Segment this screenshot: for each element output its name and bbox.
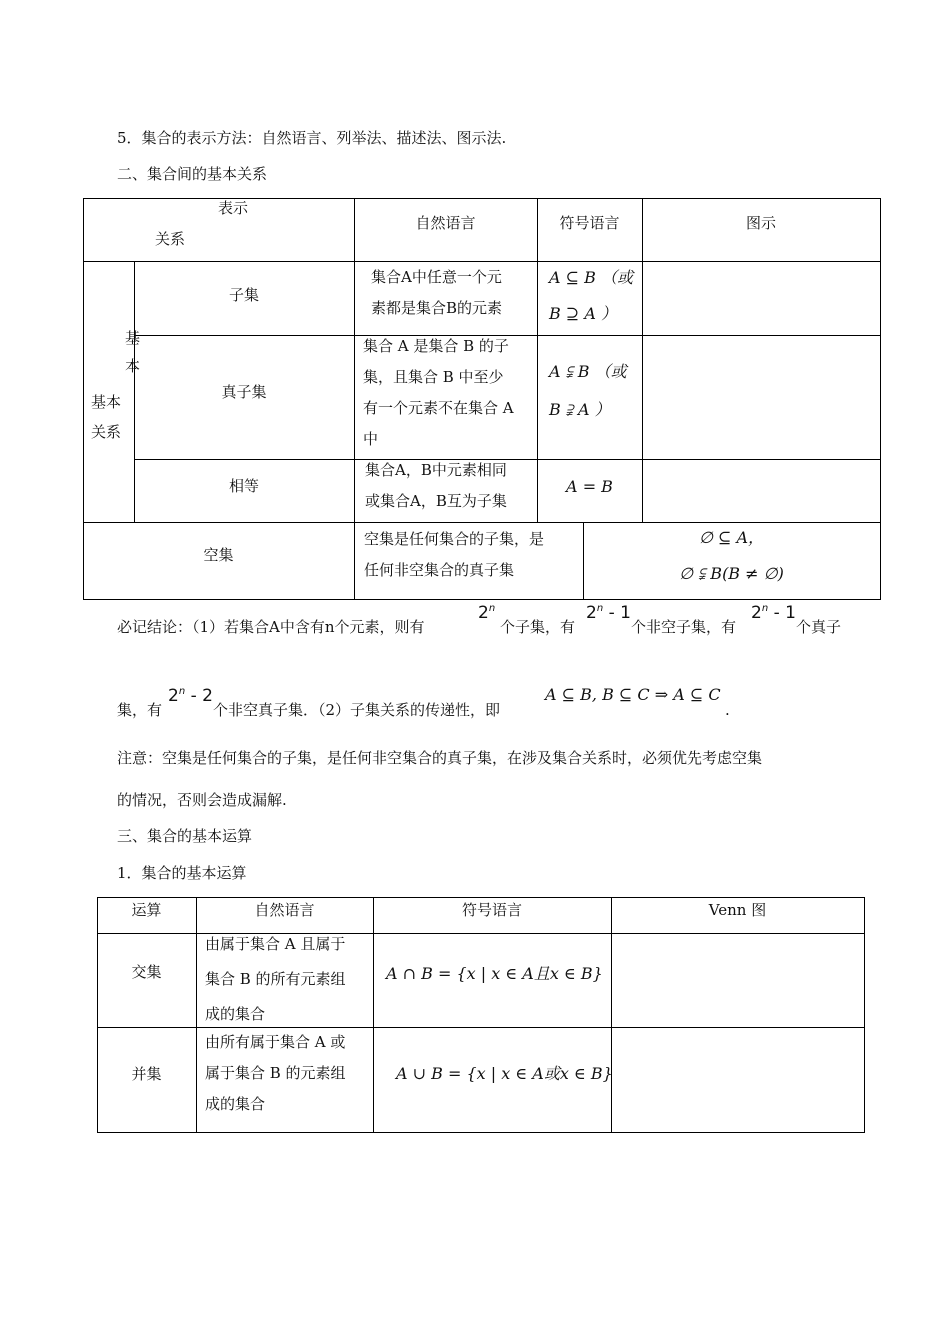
row-proper-subset-natural: 集合 A 是集合 B 的子 集，且集合 B 中至少 有一个元素不在集合 A 中 bbox=[363, 337, 514, 448]
row-intersection-name: 交集 bbox=[131, 963, 162, 981]
conclusion-part2: 个子集，有 bbox=[500, 618, 576, 636]
header-operation: 运算 bbox=[131, 901, 162, 919]
note-line1: 注意：空集是任何集合的子集，是任何非空集合的真子集，在涉及集合关系时，必须优先考虑空集 bbox=[117, 749, 763, 767]
header-symbol-language: 符号语言 bbox=[559, 214, 620, 232]
note-line2: 的情况，否则会造成漏解. bbox=[117, 791, 287, 809]
conclusion-part1: 必记结论：（1）若集合A中含有n个元素，则有 bbox=[117, 618, 425, 636]
conclusion-part4: 个真子 bbox=[796, 618, 842, 636]
power-2n-minus-1: 2$^n$ - 1 bbox=[586, 603, 631, 623]
row-proper-subset-name: 真子集 bbox=[221, 383, 267, 401]
header-relation: 关系 bbox=[155, 230, 186, 248]
section3-title: 三、集合的基本运算 bbox=[117, 827, 253, 845]
row-subset-symbol: A ⊆ B （或 B ⊇ A ） bbox=[549, 268, 633, 323]
row-union-name: 并集 bbox=[131, 1065, 162, 1083]
row-intersection-symbol: A ∩ B = {x | x ∈ A且x ∈ B} bbox=[386, 964, 603, 983]
group-label-basic-relations: 基本关系 bbox=[91, 393, 122, 441]
row-empty-natural: 空集是任何集合的子集，是 任何非空集合的真子集 bbox=[364, 530, 545, 579]
power-2n-minus-2: 2$^n$ - 2 bbox=[168, 686, 213, 706]
row-equal-symbol: A = B bbox=[566, 477, 613, 496]
header-venn: Venn 图 bbox=[708, 901, 767, 919]
header-natural-language: 自然语言 bbox=[415, 214, 476, 232]
power-2n-minus-1-b: 2$^n$ - 1 bbox=[751, 603, 796, 623]
header-represent: 表示 bbox=[218, 199, 249, 217]
row-intersection-natural: 由属于集合 A 且属于 集合 B 的所有元素组 成的集合 bbox=[205, 935, 346, 1023]
header-natural-language-2: 自然语言 bbox=[254, 901, 315, 919]
conclusion-part3: 个非空子集，有 bbox=[631, 618, 737, 636]
row-subset-natural: 集合A中任意一个元 素都是集合B的元素 bbox=[371, 268, 503, 317]
transitivity-formula: A ⊆ B, B ⊆ C ⇒ A ⊆ C bbox=[545, 685, 721, 704]
conclusion-part5: 集，有 bbox=[117, 701, 163, 719]
header-symbol-language-2: 符号语言 bbox=[461, 901, 522, 919]
row-empty-name: 空集 bbox=[203, 546, 234, 564]
power-2n: 2$^n$ bbox=[478, 603, 496, 623]
row-empty-symbol: ∅ ⊆ A， ∅ ⫋ B(B ≠ ∅) bbox=[679, 528, 784, 583]
row-union-symbol: A ∪ B = {x | x ∈ A或x ∈ B} bbox=[396, 1064, 613, 1083]
intro-line: 5．集合的表示方法：自然语言、列举法、描述法、图示法. bbox=[117, 129, 507, 147]
section2-title: 二、集合间的基本关系 bbox=[117, 165, 268, 183]
row-equal-natural: 集合A，B中元素相同 或集合A，B互为子集 bbox=[365, 461, 507, 510]
header-diagram: 图示 bbox=[745, 214, 776, 232]
row-subset-name: 子集 bbox=[228, 286, 259, 304]
row-union-natural: 由所有属于集合 A 或 属于集合 B 的元素组 成的集合 bbox=[205, 1033, 346, 1113]
subsection1-title: 1．集合的基本运算 bbox=[117, 864, 247, 882]
conclusion-part6: 个非空真子集．（2）子集关系的传递性，即 bbox=[213, 701, 501, 719]
row-equal-name: 相等 bbox=[228, 477, 259, 495]
row-proper-subset-symbol: A ⫋ B （或 B ⫌ A ） bbox=[549, 362, 627, 419]
group-label-vertical: 基本 bbox=[125, 329, 141, 375]
conclusion-period: . bbox=[725, 701, 730, 719]
